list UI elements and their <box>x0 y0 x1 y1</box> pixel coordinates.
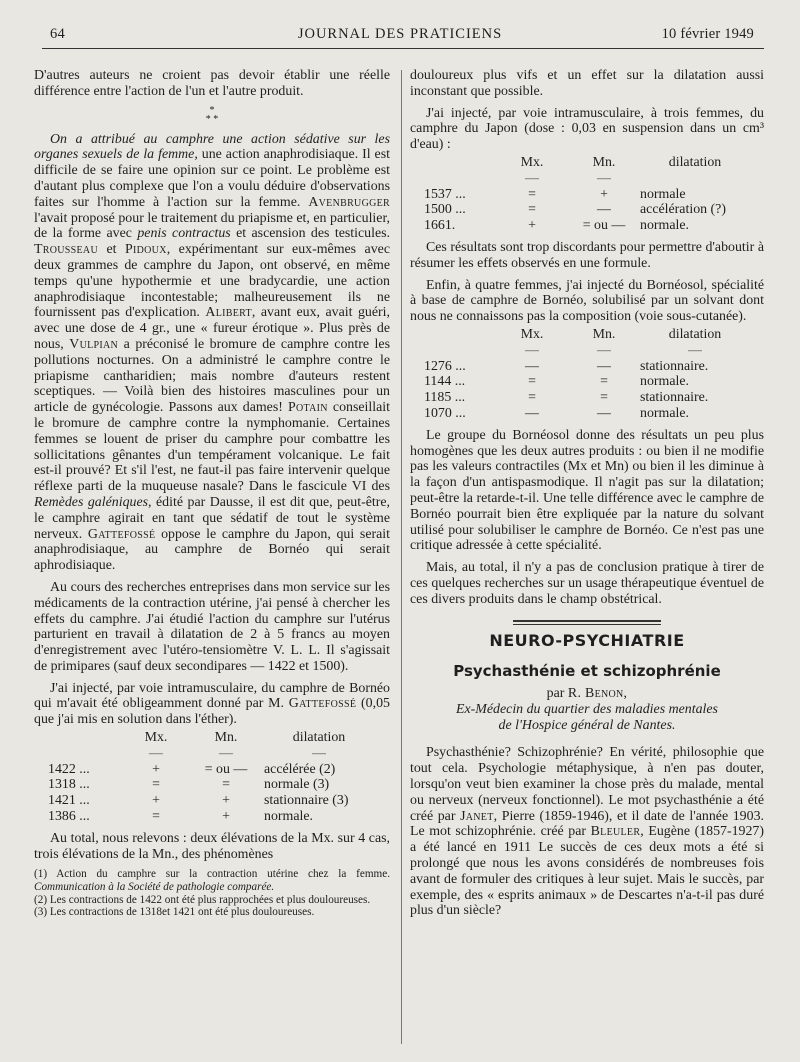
results-table-borneo <box>48 730 374 825</box>
right-column <box>410 68 764 925</box>
paragraph: J'ai injecté, par voie intramusculaire, à trois femmes, du camphre du Japon (dose : 0,03 en suspension dans un cm³ d'eau) : <box>410 105 764 153</box>
table-row: 1421 ... + + stationnaire (3) <box>48 793 349 809</box>
table-row: 1070 ... — — normale. <box>424 405 689 421</box>
paragraph: Au cours des recherches entreprises dans mon service sur les médicaments de la contraction utérine, j'ai pensé à chercher les effets du camphre. J'ai étudié l'action du camphre sur l'utérus parturient en travail à dilatation de 2 à 5 francs au moyen d'enregistrement avec l'utéro-tensiomètre V. L. L. Il s'agissait de primipares (sauf deux secondipares — 1422 et 1500). <box>34 579 390 674</box>
column-header: Mn. <box>214 730 238 746</box>
table-row: 1661. + = ou — normale. <box>424 218 689 234</box>
table-row: 1276 ... — — stationnaire. <box>424 358 709 374</box>
column-header: Mn. <box>592 326 616 342</box>
section-rule <box>513 624 661 625</box>
byline: par R. Benon, <box>546 686 628 702</box>
paragraph: Le groupe du Bornéosol donne des résultats un peu plus homogènes que les deux autres produits : ou bien il ne modifie pas les valeurs contractiles (Mx et Mn) ou bien il les diminue à la façon d'un antispasmodique. Il n'agit pas sur la dilatation; peut-être la retarde-t-il. Une telle différence avec le camphre de Bornéo pourrait bien être expliquée par la nature du solvant utilisé pour solubiliser le camphre de Bornéo. Ce n'est pas une critique adressée à cette spécialité. <box>410 427 764 554</box>
author-name: Avenbrugger <box>308 194 390 210</box>
footnote: (1) Action du camphre sur la contraction utérine chez la femme. Communication à la Société de pathologie comparée. <box>34 868 390 894</box>
column-separator <box>401 70 402 1044</box>
column-header: dilatation <box>668 326 722 342</box>
issue-date: 10 février 1949 <box>661 26 754 42</box>
column-header: Mx. <box>520 154 544 170</box>
italic-term: Remèdes galéniques, <box>34 494 152 510</box>
paragraph: Psychasthénie? Schizophrénie? En vérité, philosophie que tout cela. Psychologie métaphysique, à n'en pas douter, lorsqu'on veut bien examiner la chose près du malade, mental ou nerveux (nerveux fonctionnel). Le mot psychasthénie a été créé par Janet, Pierre (1859-1946), et il date de l'année 1903. Le mot schizophrénie. créé par Bleuler, Eugène (1857-1927) a été lancé en 1911 Le succès de ces deux mots a été si prolongé que nous les avons considérés de nombreuses fois avant de formuler des critiques à leur sujet. Mais le succès, par exemple, des « esprits animaux » de Descartes n'a-t-il pas duré plus d'un siècle? <box>410 745 765 919</box>
article-author: R. Benon, <box>567 686 628 702</box>
table-row: 1500 ... = — accélération (?) <box>424 202 726 218</box>
results-table-japon <box>424 155 750 234</box>
column-header: Mx. <box>144 730 168 746</box>
author-name: Trousseau <box>34 242 98 258</box>
author-name: Vulpian <box>69 336 119 352</box>
affiliation-line: Ex-Médecin du quartier des maladies mentales <box>456 701 718 717</box>
table-row: 1318 ... = = normale (3) <box>48 777 330 793</box>
column-header: dilatation <box>668 154 722 170</box>
table-dash-row: — — <box>525 170 611 186</box>
author-name: Potain <box>287 400 328 416</box>
results-table-borneosol <box>424 327 750 422</box>
table-row: 1386 ... = + normale. <box>48 809 313 825</box>
article-title: Psychasthénie et schizophrénie <box>453 662 721 681</box>
section-rule <box>513 620 661 622</box>
author-name: Bleuler <box>590 824 641 840</box>
table-header-row <box>424 155 750 171</box>
column-header: Mn. <box>592 154 616 170</box>
footnote: (3) Les contractions de 1318et 1421 ont été plus douloureuses. <box>34 906 315 919</box>
left-column <box>34 68 390 919</box>
star-line: * <box>209 104 215 116</box>
affiliation-line: de l'Hospice général de Nantes. <box>498 717 676 733</box>
author-name: Alibert <box>205 305 252 321</box>
author-name: Janet <box>460 808 494 824</box>
journal-title: JOURNAL DES PRATICIENS <box>297 26 503 42</box>
table-header-row <box>48 730 374 746</box>
column-header: dilatation <box>292 730 346 746</box>
table-row: 1537 ... = + normale <box>424 186 686 202</box>
paragraph: Au total, nous relevons : deux élévations de la Mx. sur 4 cas, trois élévations de la Mn., des phénomènes <box>34 830 390 862</box>
author-name: Gattefossé <box>87 526 156 542</box>
paragraph: Ces résultats sont trop discordants pour permettre d'aboutir à résumer les effets observés en une formule. <box>410 239 764 271</box>
author-name: Gattefossé <box>288 696 357 712</box>
table-row: 1144 ... = = normale. <box>424 374 689 390</box>
table-dash-row: — — — <box>149 745 326 761</box>
header-rule <box>42 48 764 49</box>
section-stars <box>34 106 390 124</box>
paragraph: Enfin, à quatre femmes, j'ai injecté du Bornéosol, spécialité à base de camphre de Bornéo, solubilisé par un solvant dont nous ne connaissons pas la composition (voie sous-cutanée). <box>410 277 764 325</box>
author-name: Pidoux <box>124 242 167 258</box>
star-line: * * <box>205 113 219 125</box>
paragraph: douloureux plus vifs et un effet sur la dilatation aussi inconstant que possible. <box>410 68 764 99</box>
paragraph: D'autres auteurs ne croient pas devoir établir une réelle différence entre l'action de l'un et l'autre produit. <box>34 68 390 99</box>
table-row: 1422 ... + = ou — accélérée (2) <box>48 761 336 777</box>
paragraph: On a attribué au camphre une action sédative sur les organes sexuels de la femme, une action anaphrodisiaque. Il est difficile de se faire une opinion sur ce point. Le problème est d'autant plus complexe que l'on a voulu déduire d'observations faites sur l'homme à l'action sur la femme. Avenbrugger l'avait proposé pour le traitement du priapisme et, en particulier, de la forme avec penis contractus et ascension des testicules. Trousseau et Pidoux, expérimentant sur eux-mêmes avec deux grammes de camphre du Japon, ont observé, en même temps qu'une hypothermie et une bradycardie, une action anaphrodisiaque incontestable; malheureusement ils ne fournissent pas d'explication. Alibert, avant eux, avait guéri, avec une dose de 4 gr., une « fureur érotique ». Plus près de nous, Vulpian a préconisé le bromure de camphre contre les pollutions nocturnes. On a administré le camphre contre le priapisme cantharidien; mais nombre d'auteurs restent sceptiques. — Voilà bien des histoires masculines pour un article de gynécologie. Passons aux dames! Potain conseillait le bromure de camphre contre la nymphomanie. Certaines femmes se louent de priser du camphre pour combattre les sollicitations gênantes d'un tempérament volcanique. Le fait est-il prouvé? Et s'il l'est, ne faut-il pas faire intervenir quelque réflexe parti de la muqueuse nasale? Dans le fascicule VI des Remèdes galéniques, édité par Dausse, il est dit que, peut-être, le camphre agirait en tant que sédatif de tout le système nerveux. Gattefossé oppose le camphre du Japon, qui serait anaphrodisiaque, au camphre de Bornéo qui serait aphrodisiaque. <box>34 131 391 574</box>
table-row: 1185 ... = = stationnaire. <box>424 390 709 406</box>
author-affiliation <box>410 702 764 734</box>
italic-term: penis contractus <box>137 226 231 242</box>
paragraph: Mais, au total, il n'y a pas de conclusion pratique à tirer de ces quelques recherches sur un usage thérapeutique éventuel de ces divers produits dans le champ obstétrical. <box>410 560 764 607</box>
table-dash-row: — — — <box>525 342 702 358</box>
footnote: (2) Les contractions de 1422 ont été plus rapprochées et plus douloureuses. <box>34 893 371 906</box>
page-number: 64 <box>50 26 65 42</box>
table-header-row <box>424 327 750 343</box>
italic-lead: On a attribué au camphre une action sédative sur les organes sexuels de la femme, <box>34 131 390 163</box>
running-header <box>38 26 762 48</box>
column-header: Mx. <box>520 326 544 342</box>
paragraph: J'ai injecté, par voie intramusculaire, du camphre de Bornéo qui m'avait été obligeamment donné par M. Gattefossé (0,05 que j'ai mis en solution dans l'éther). <box>34 680 390 728</box>
section-title: NEURO-PSYCHIATRIE <box>489 630 685 650</box>
footnotes <box>34 868 390 918</box>
